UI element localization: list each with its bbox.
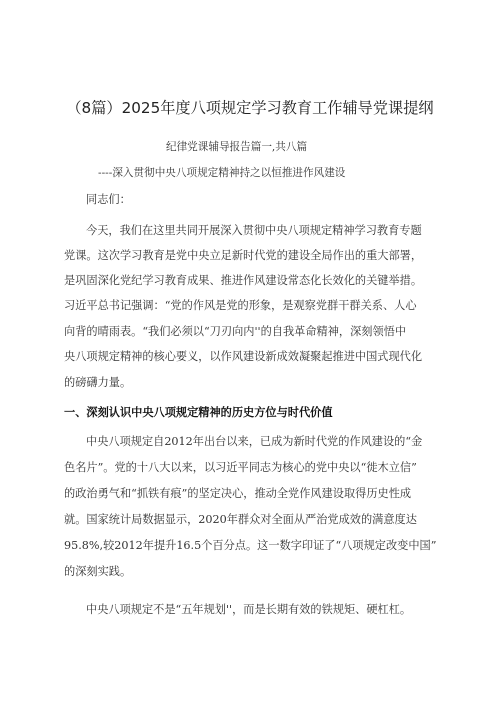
paragraph-line: 的政治勇气和“抓铁有痕”的坚定决心，推动全党作风建设取得历史性成 <box>64 487 412 500</box>
paragraph-line: 央八项规定精神的核心要义，以作风建设新成效凝聚起推进中国式现代化 <box>64 350 423 363</box>
paragraph-line: 党课。这次学习教育是党中央立足新时代党的建设全局作出的重大部署， <box>64 249 423 262</box>
subtitle: 纪律党课辅导报告篇一,共八篇 <box>166 141 308 153</box>
paragraph-line: 中央八项规定自2012年出台以来，已成为新时代党的作风建设的“金 <box>86 435 423 448</box>
paragraph-line: 中央八项规定不是“五年规划''，而是长期有效的铁规矩、硬杠杠。 <box>86 603 412 616</box>
paragraph-line: 的深刻实践。 <box>64 565 132 578</box>
salutation: 同志们： <box>86 193 131 206</box>
paragraph-line: 习近平总书记强调：“党的作风是党的形象，是观察党群干群关系、人心 <box>64 299 417 312</box>
paragraph-line: 就。国家统计局数据显示，2020年群众对全面从严治党成效的满意度达 <box>64 513 417 526</box>
tagline: ----深入贯彻中央八项规定精神持之以恒推进作风建设 <box>98 167 346 179</box>
paragraph-line: 95.8%,较2012年提升16.5个百分点。这一数字印证了“八项规定改变中国” <box>64 539 437 552</box>
paragraph-line: 向背的晴雨表。“我们必须以“刀刃向内''的自我革命精神，深刻领悟中 <box>64 325 407 338</box>
section-heading: 一、深刻认识中央八项规定精神的历史方位与时代价值 <box>64 405 333 419</box>
paragraph-line: 今天，我们在这里共同开展深入贯彻中央八项规定精神学习教育专题 <box>86 224 422 237</box>
document-title: （8篇）2025年度八项规定学习教育工作辅导党课提纲 <box>66 99 434 117</box>
paragraph-line: 的磅礴力量。 <box>64 376 132 389</box>
paragraph-line: 色名片”。党的十八大以来，以习近平同志为核心的党中央以“徙木立信” <box>64 461 417 474</box>
paragraph-line: 是巩固深化党纪学习教育成果、推进作风建设常态化长效化的关键举措。 <box>64 274 423 287</box>
